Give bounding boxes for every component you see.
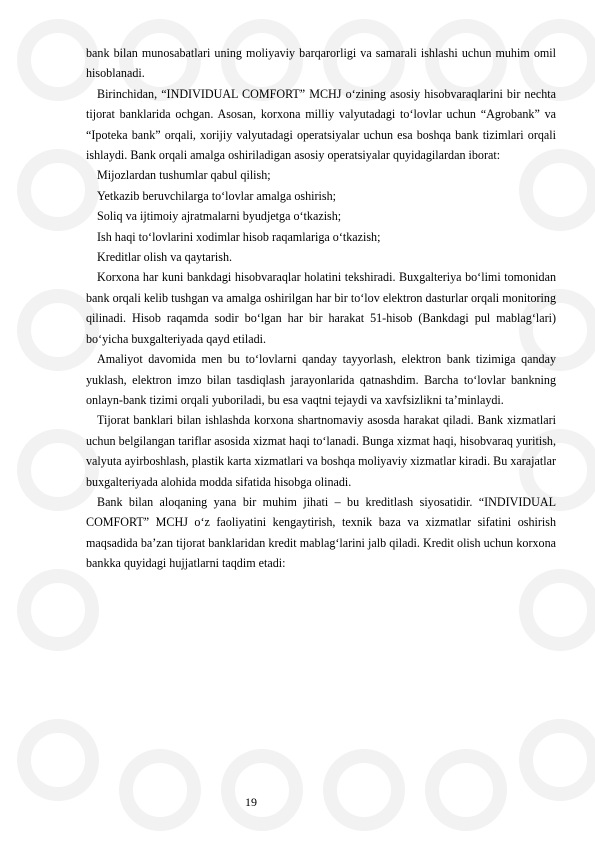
operations-list bbox=[86, 165, 556, 267]
list-item: Soliq va ijtimoiy ajratmalarni byudjetga o‘tkazish; bbox=[97, 209, 342, 224]
page-number: 19 bbox=[245, 795, 257, 809]
list-item: Mijozlardan tushumlar qabul qilish; bbox=[97, 168, 271, 183]
list-item: Ish haqi to‘lovlarini xodimlar hisob raqamlariga o‘tkazish; bbox=[97, 229, 381, 244]
paragraph-contracts: Tijorat banklari bilan ishlashda korxona shartnomaviy asosda harakat qiladi. Bank xizmatlari uchun belgilangan tariflar asosida xizmat haqi to‘lanadi. Bunga xizmat haqi, hisobvaraq yuritish, valyuta ayirboshlash, plastik karta xizmatlari va boshqa moliyaviy xizmatlar kiradi. Bu xarajatlar buxgalteriyada alohida modda sifatida hisobga olinadi. bbox=[86, 413, 556, 489]
paragraph-credit: Bank bilan aloqaning yana bir muhim jihati – bu kreditlash siyosatidir. “INDIVIDUAL COMFORT” MCHJ o‘z faoliyatini kengaytirish, texnik baza va xizmatlar sifatini oshirish maqsadida ba’zan tijorat banklaridan kredit mablag‘larini jalb qiladi. Kredit olish uchun korxona bankka quyidagi hujjatlarni taqdim etadi: bbox=[86, 494, 556, 571]
paragraph-monitoring: Korxona har kuni bankdagi hisobvaraqlar holatini tekshiradi. Buxgalteriya bo‘limi tomonidan bank orqali kelib tushgan va amalga oshirilgan har bir to‘lov elektron dasturlar orqali monitoring qilinadi. Hisob raqamda sodir bo‘lgan har bir harakat 51-hisob (Bankdagi pul mablag‘lari) bo‘yicha buxgalteriyada qayd etiladi. bbox=[86, 270, 556, 346]
list-item: Yetkazib beruvchilarga to‘lovlar amalga oshirish; bbox=[97, 188, 337, 203]
paragraph-accounts: Birinchidan, “INDIVIDUAL COMFORT” MCHJ o‘zining asosiy hisobvaraqlarini bir nechta tijorat banklarida ochgan. Asosan, korxona milliy valyutadagi to‘lovlar uchun “Agrobank” va “Ipoteka bank” orqali, xorijiy valyutadagi operatsiyalar uchun esa boshqa bank tizimlari orqali ishlaydi. Bank orqali amalga oshiriladigan asosiy operatsiyalar quyidagilardan iborat: bbox=[86, 86, 556, 163]
paragraph-practice: Amaliyot davomida men bu to‘lovlarni qanday tayyorlash, elektron bank tizimiga qanday yuklash, elektron imzo bilan tasdiqlash jarayonlarida qatnashdim. Barcha to‘lovlar bankning onlayn-bank tizimi orqali yuboriladi, bu esa vaqtni tejaydi va xavfsizlikni ta’minlaydi. bbox=[86, 352, 556, 407]
paragraph-intro: bank bilan munosabatlari uning moliyaviy barqarorligi va samarali ishlashi uchun muhim omil hisoblanadi. bbox=[86, 46, 556, 81]
list-item: Kreditlar olish va qaytarish. bbox=[97, 250, 233, 265]
document-body bbox=[86, 43, 556, 574]
